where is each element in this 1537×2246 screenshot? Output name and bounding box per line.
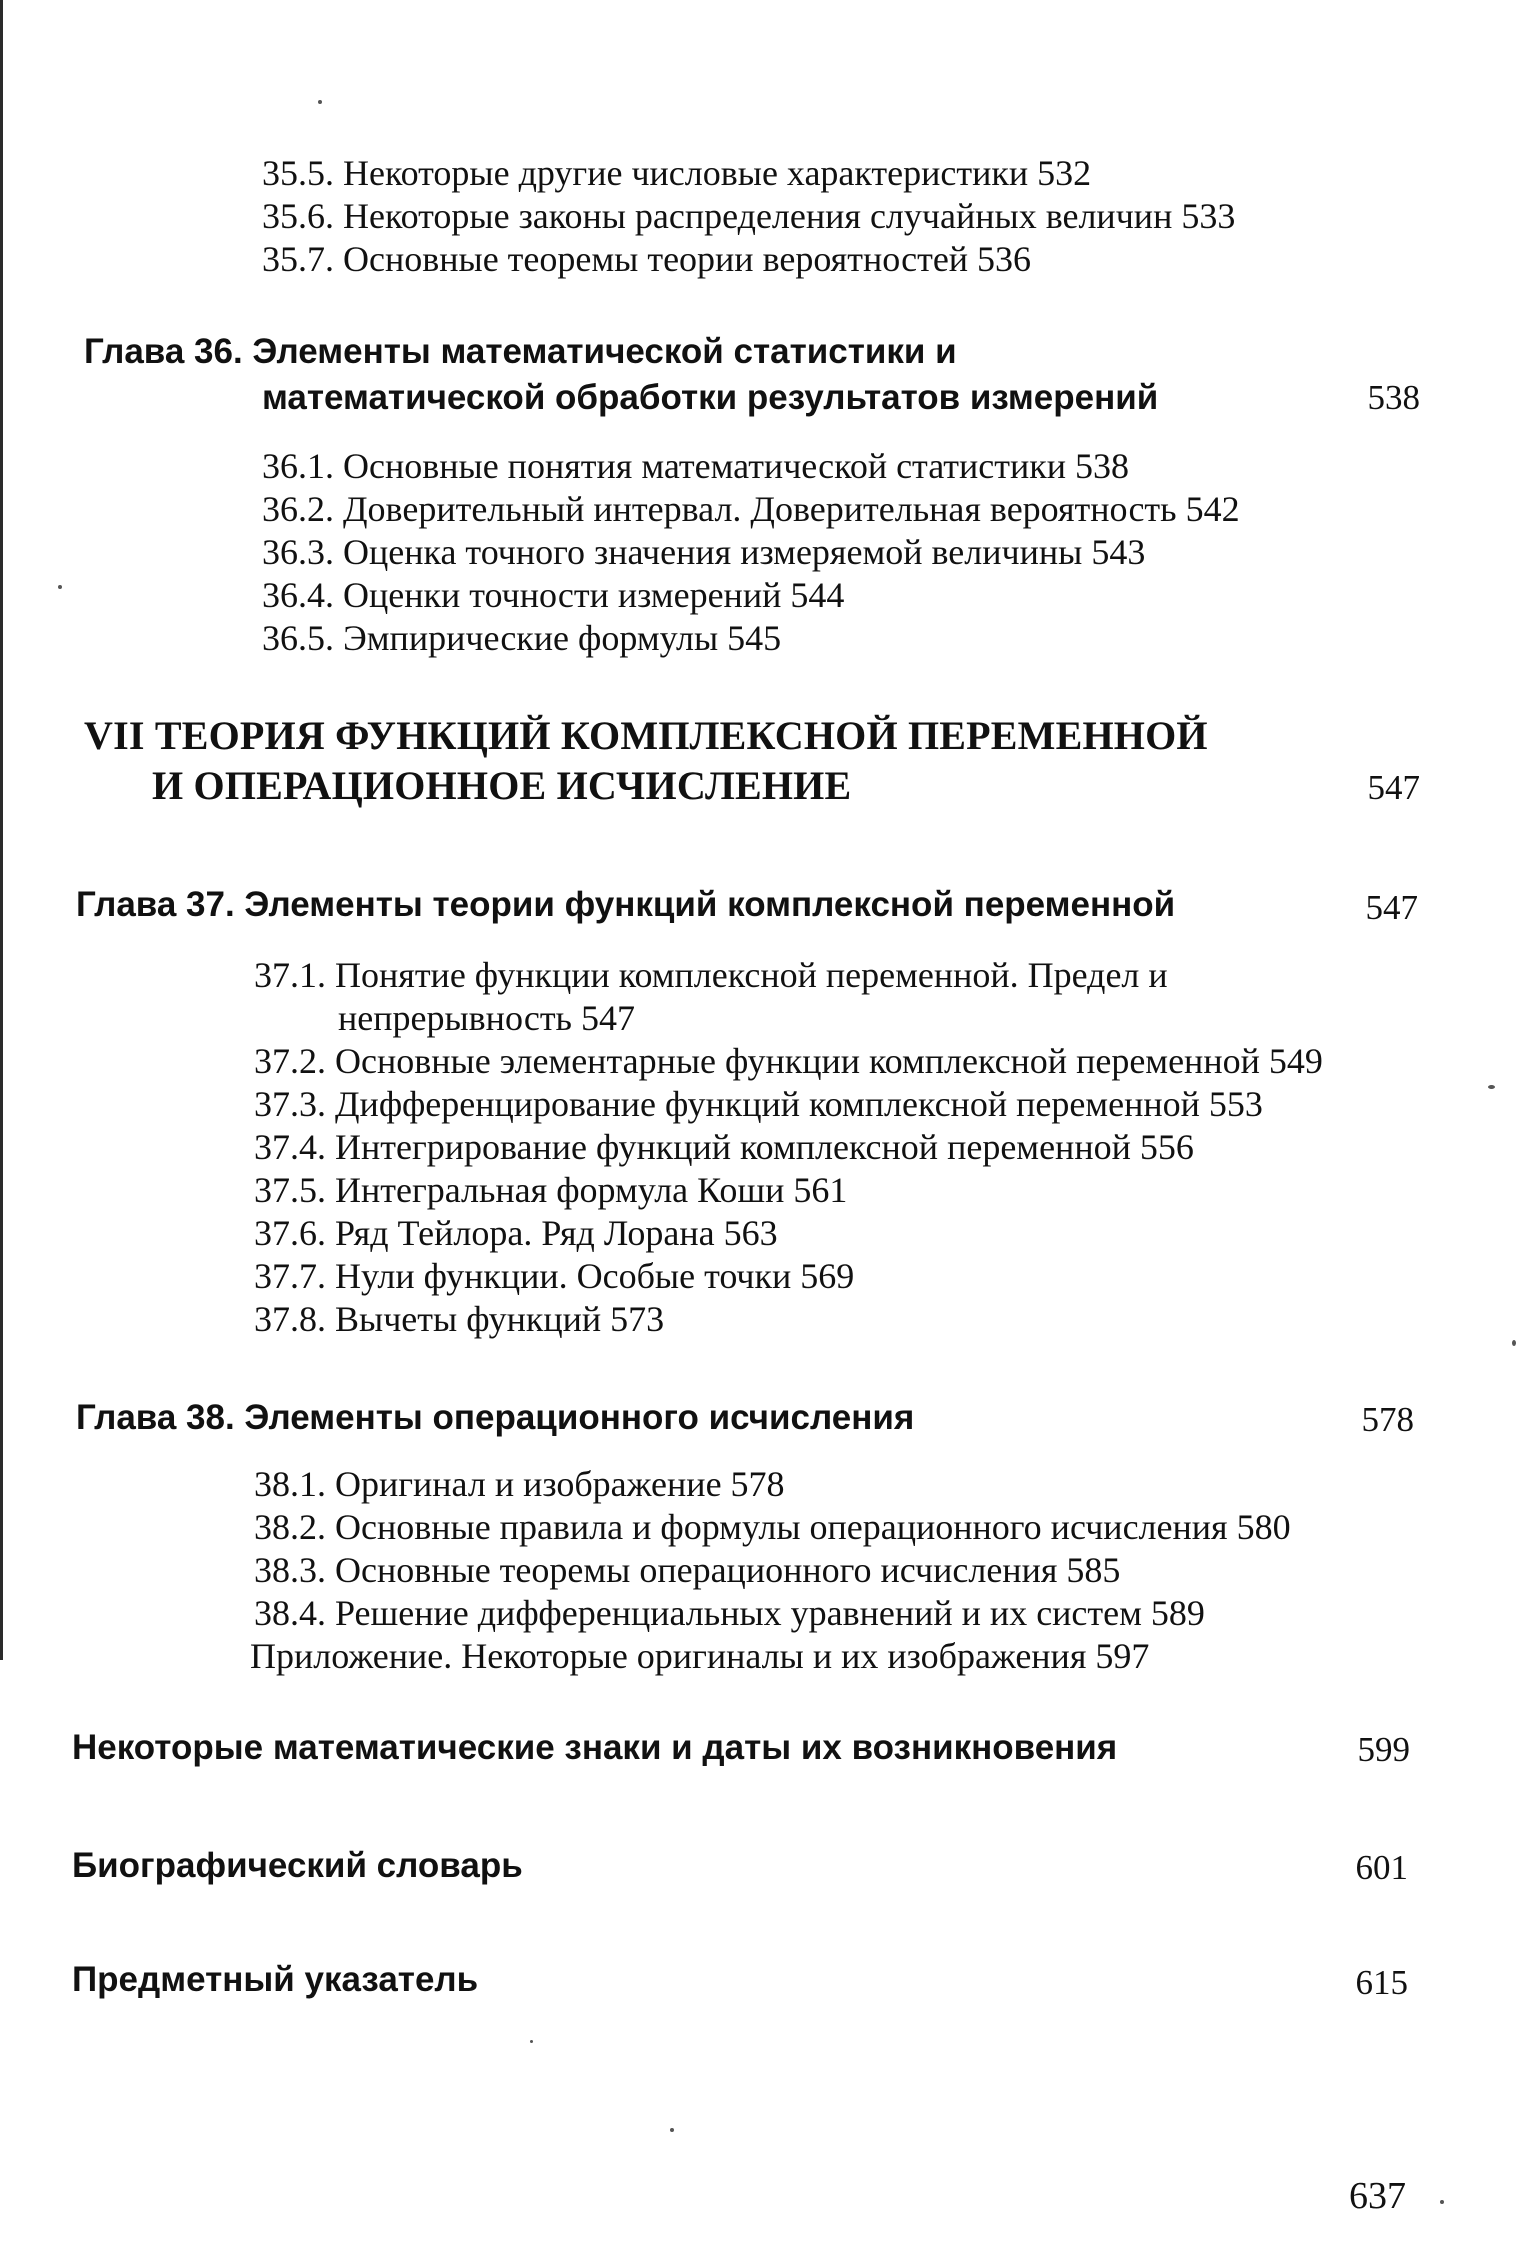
scan-speck (1512, 1340, 1516, 1346)
part-7-title-line2: И ОПЕРАЦИОННОЕ ИСЧИСЛЕНИЕ (152, 763, 852, 808)
back-matter-title-signs: Некоторые математические знаки и даты их возникновения (72, 1728, 1118, 1767)
chapter-36-title-line1: Глава 36. Элементы математической статистики и (84, 332, 957, 371)
toc-section-37-7: 37.7. Нули функции. Особые точки 569 (254, 1256, 855, 1296)
toc-section-35-5: 35.5. Некоторые другие числовые характеристики 532 (262, 153, 1092, 193)
part-7-title-line1: VII ТЕОРИЯ ФУНКЦИЙ КОМПЛЕКСНОЙ ПЕРЕМЕННОЙ (84, 713, 1208, 758)
chapter-36-title-line2: математической обработки результатов измерений (262, 378, 1159, 417)
toc-section-36-5: 36.5. Эмпирические формулы 545 (262, 618, 782, 658)
back-matter-page-biography: 601 (1355, 1848, 1408, 1887)
chapter-37-title: Глава 37. Элементы теории функций комплексной переменной (76, 885, 1176, 924)
scan-speck (1440, 2200, 1444, 2204)
scan-speck (530, 2040, 533, 2043)
back-matter-page-signs: 599 (1357, 1730, 1410, 1769)
toc-section-38-1: 38.1. Оригинал и изображение 578 (254, 1464, 785, 1504)
toc-section-37-8: 37.8. Вычеты функций 573 (254, 1299, 665, 1339)
toc-section-36-3: 36.3. Оценка точного значения измеряемой величины 543 (262, 532, 1146, 572)
toc-section-37-3: 37.3. Дифференцирование функций комплексной переменной 553 (254, 1084, 1263, 1124)
toc-section-35-6: 35.6. Некоторые законы распределения случайных величин 533 (262, 196, 1236, 236)
toc-section-37-1-cont: непрерывность 547 (338, 998, 635, 1038)
scan-speck (670, 2128, 674, 2132)
page-number: 637 (1349, 2175, 1406, 2217)
toc-section-37-6: 37.6. Ряд Тейлора. Ряд Лорана 563 (254, 1213, 778, 1253)
chapter-38-page: 578 (1361, 1400, 1414, 1439)
toc-section-38-4: 38.4. Решение дифференциальных уравнений и их систем 589 (254, 1593, 1205, 1633)
toc-section-37-4: 37.4. Интегрирование функций комплексной переменной 556 (254, 1127, 1194, 1167)
chapter-38-title: Глава 38. Элементы операционного исчисления (76, 1398, 915, 1437)
toc-section-37-5: 37.5. Интегральная формула Коши 561 (254, 1170, 848, 1210)
toc-section-38-2: 38.2. Основные правила и формулы операционного исчисления 580 (254, 1507, 1291, 1547)
back-matter-title-index: Предметный указатель (72, 1960, 479, 1999)
part-7-page: 547 (1367, 768, 1420, 807)
toc-section-36-4: 36.4. Оценки точности измерений 544 (262, 575, 845, 615)
toc-section-38-3: 38.3. Основные теоремы операционного исчисления 585 (254, 1550, 1121, 1590)
chapter-37-page: 547 (1365, 888, 1418, 927)
toc-section-36-2: 36.2. Доверительный интервал. Доверительная вероятность 542 (262, 489, 1240, 529)
chapter-36-page: 538 (1367, 378, 1420, 417)
toc-section-37-1: 37.1. Понятие функции комплексной переменной. Предел и (254, 955, 1168, 995)
scan-speck (318, 100, 322, 104)
scan-speck (1488, 1085, 1495, 1089)
toc-section-35-7: 35.7. Основные теоремы теории вероятностей 536 (262, 239, 1032, 279)
back-matter-page-index: 615 (1355, 1963, 1408, 2002)
toc-section-37-2: 37.2. Основные элементарные функции комплексной переменной 549 (254, 1041, 1323, 1081)
scan-speck (58, 585, 62, 589)
back-matter-title-biography: Биографический словарь (72, 1846, 523, 1885)
toc-section-36-1: 36.1. Основные понятия математической статистики 538 (262, 446, 1130, 486)
page-edge-shadow (0, 0, 3, 1660)
toc-appendix: Приложение. Некоторые оригиналы и их изображения 597 (250, 1636, 1150, 1676)
